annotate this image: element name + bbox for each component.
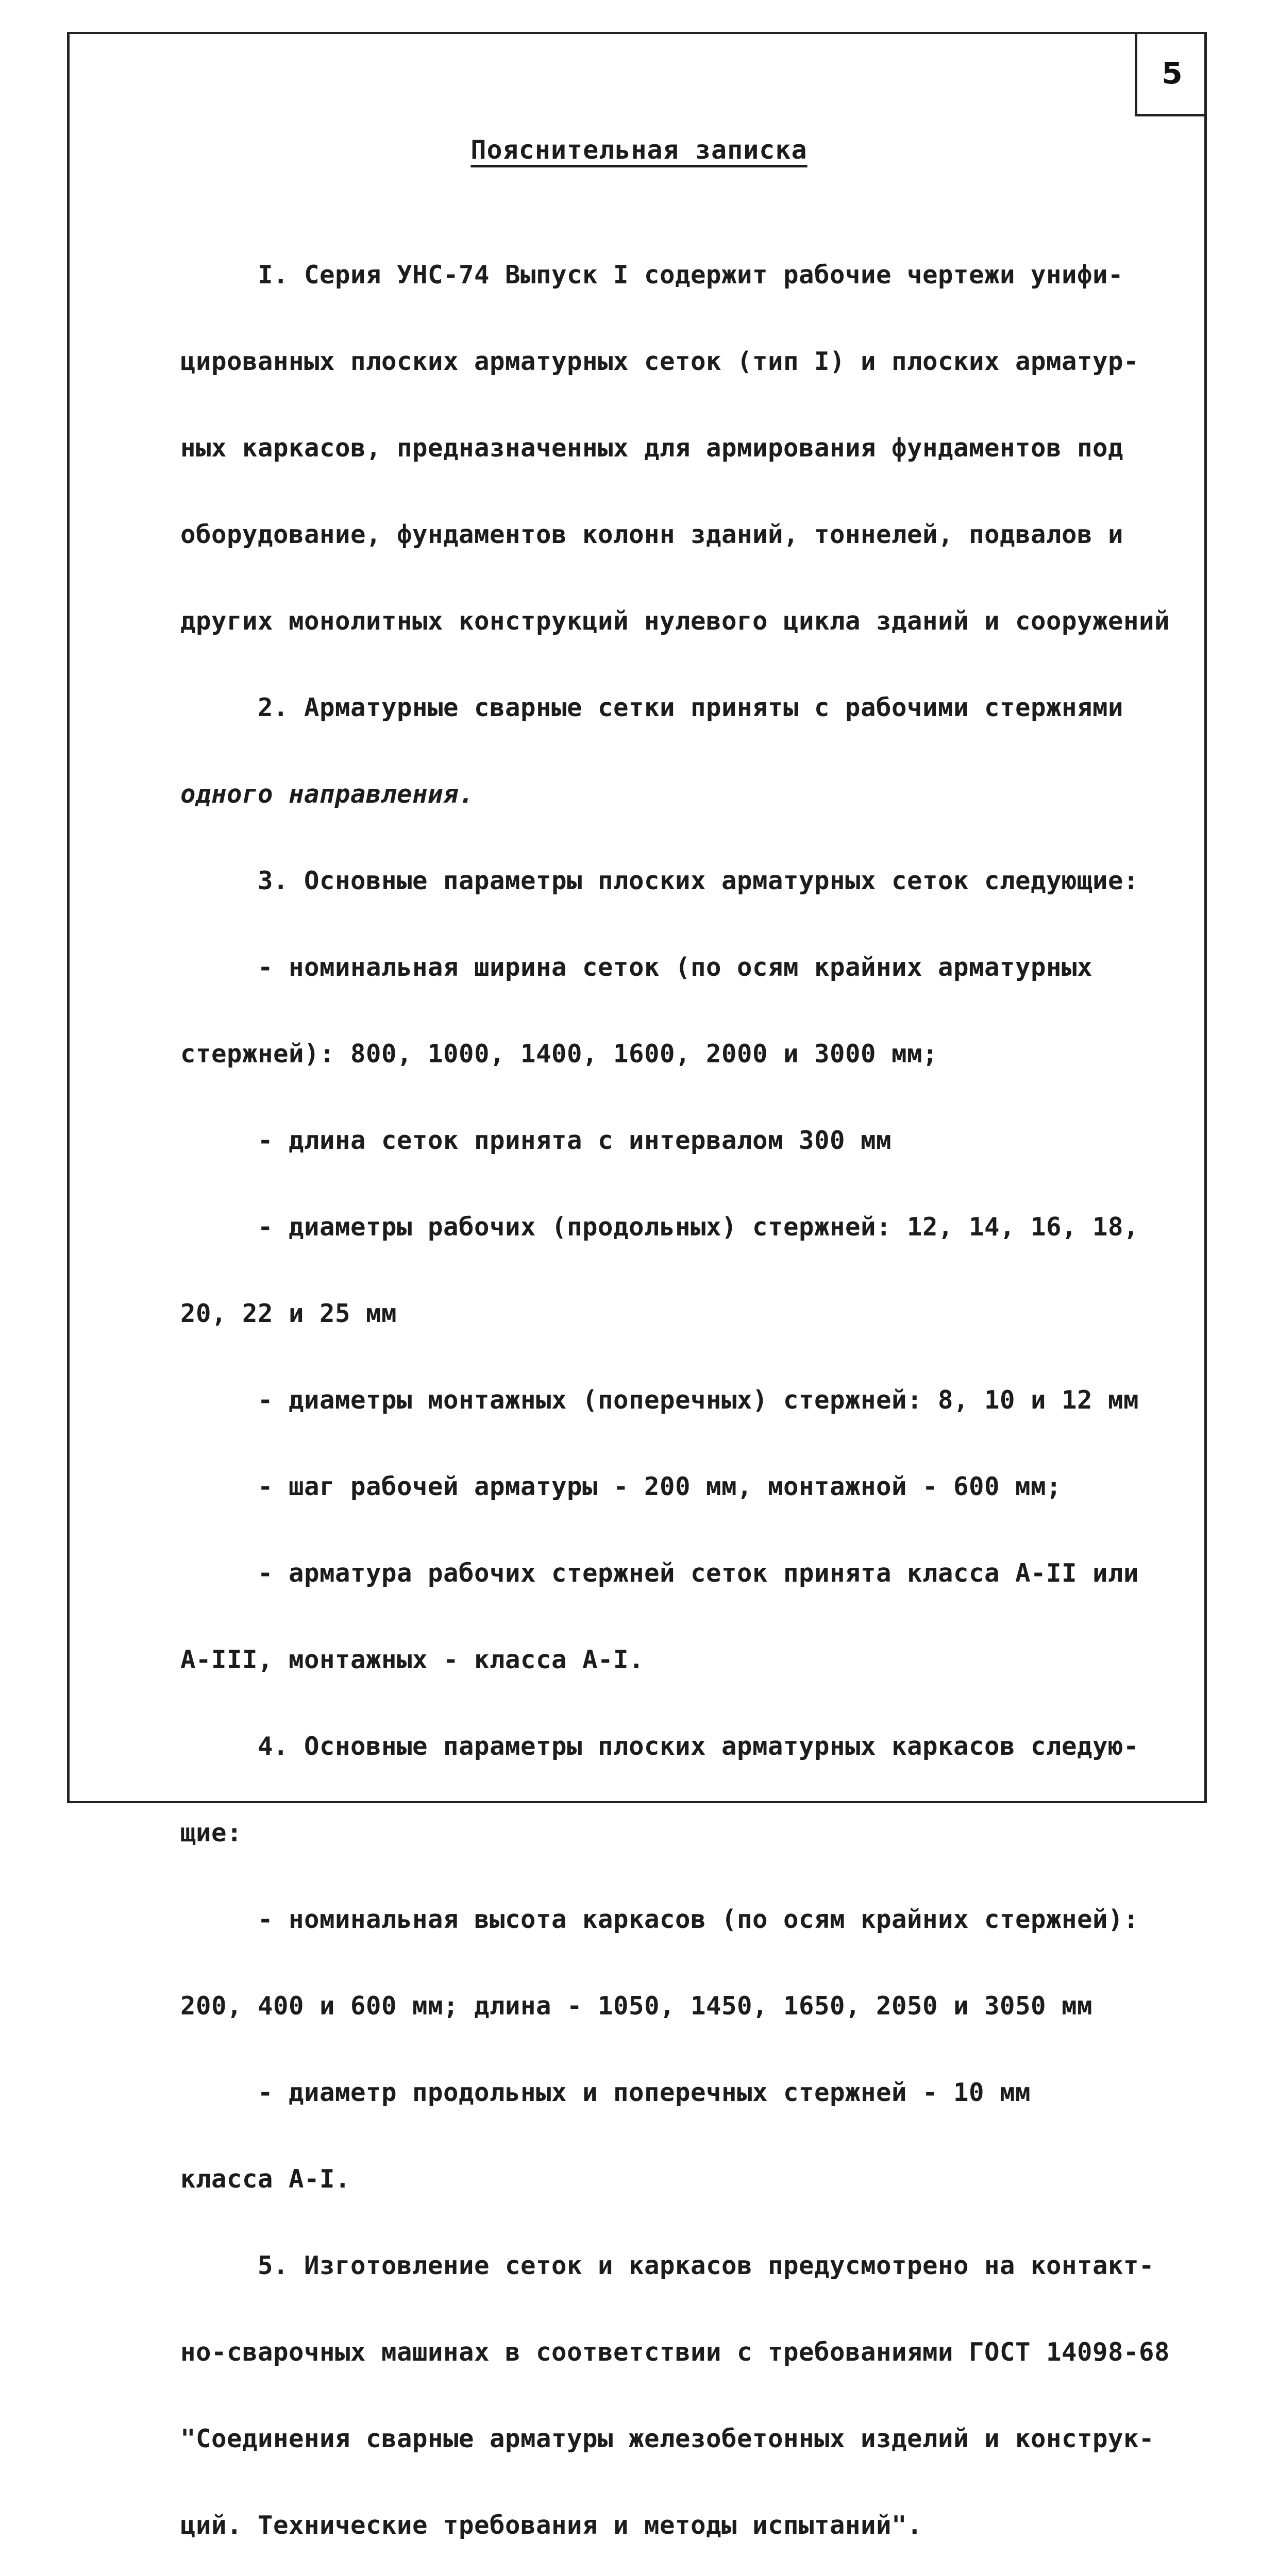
text-line: - диаметры рабочих (продольных) стержней: 12, 14, 16, 18, [258, 1212, 1139, 1242]
text-line: класса А-I. [180, 2164, 351, 2194]
text-line: - диаметры монтажных (поперечных) стержней: 8, 10 и 12 мм [258, 1385, 1139, 1415]
text-line: 200, 400 и 600 мм; длина - 1050, 1450, 1650, 2050 и 3050 мм [180, 1991, 1093, 2021]
text-line: ций. Технические требования и методы испытаний". [180, 2511, 923, 2540]
text-line: щие: [180, 1818, 243, 1848]
page-title: Пояснительная записка [470, 135, 808, 165]
text-line: А-III, монтажных - класса А-I. [180, 1645, 645, 1674]
text-line: 3. Основные параметры плоских арматурных сеток следующие: [258, 866, 1139, 895]
text-line: стержней): 800, 1000, 1400, 1600, 2000 и 3000 мм; [180, 1039, 938, 1069]
text-line: - номинальная высота каркасов (по осям крайних стержней): [258, 1905, 1139, 1934]
text-line: других монолитных конструкций нулевого цикла зданий и сооружений [180, 606, 1170, 636]
page-number-box [1135, 32, 1207, 116]
text-line: - номинальная ширина сеток (по осям крайних арматурных [258, 953, 1093, 982]
text-line: оборудование, фундаментов колонн зданий, тоннелей, подвалов и [180, 520, 1124, 549]
text-line: 5. Изготовление сеток и каркасов предусмотрено на контакт- [258, 2251, 1155, 2280]
text-line: "Соединения сварные арматуры железобетонных изделий и конструк- [180, 2424, 1155, 2453]
text-line: одного направления. [180, 779, 475, 809]
text-line: - диаметр продольных и поперечных стержней - 10 мм [258, 2078, 1031, 2107]
text-line: 4. Основные параметры плоских арматурных каркасов следую- [258, 1732, 1139, 1761]
text-line: I. Серия УНС-74 Выпуск I содержит рабочие чертежи унифи- [258, 260, 1124, 290]
text-line: цированных плоских арматурных сеток (тип I) и плоских арматур- [180, 347, 1139, 376]
text-line: но-сварочных машинах в соответствии с требованиями ГОСТ 14098-68 [180, 2337, 1170, 2367]
body-text [180, 232, 1190, 2576]
page-number: 5 [1162, 55, 1183, 91]
text-line: 20, 22 и 25 мм [180, 1299, 397, 1328]
text-line: ных каркасов, предназначенных для армирования фундаментов под [180, 433, 1124, 463]
text-line: - арматура рабочих стержней сеток принята класса А-II или [258, 1558, 1139, 1588]
text-line: 2. Арматурные сварные сетки приняты с рабочими стержнями [258, 693, 1124, 722]
text-line: - длина сеток принята с интервалом 300 мм [258, 1126, 892, 1155]
text-line: - шаг рабочей арматуры - 200 мм, монтажной - 600 мм; [258, 1472, 1062, 1501]
text-line [180, 2569, 1190, 2576]
